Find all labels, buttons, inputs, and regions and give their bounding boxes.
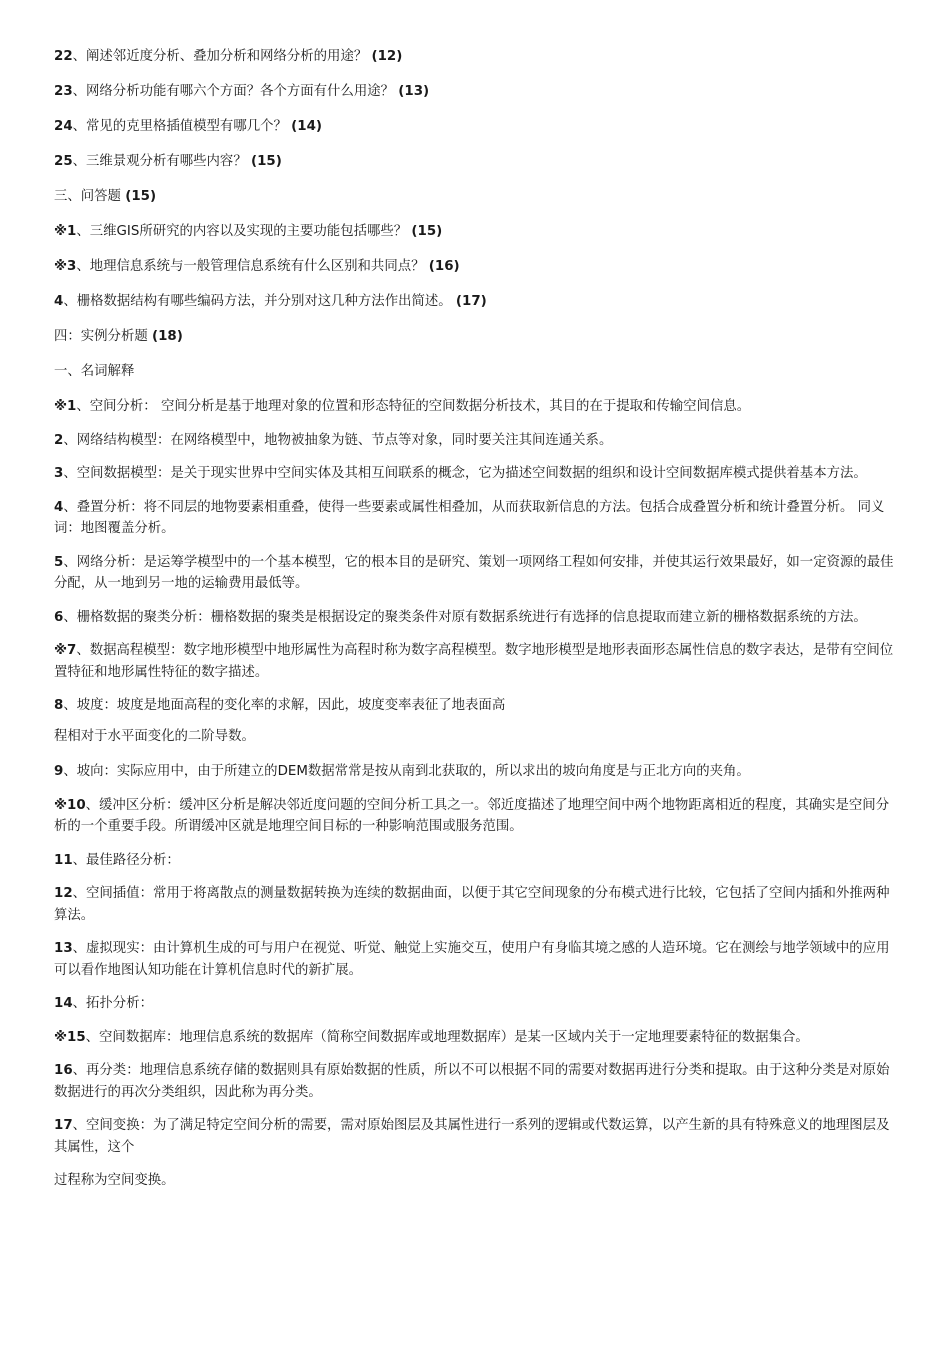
term-definition [54,607,894,629]
toc-page-ref: (15) [250,154,282,169]
toc-item-25[interactable] [54,151,894,173]
toc-text: 、栅格数据结构有哪些编码方法，并分别对这几种方法作出简述。 [63,294,456,309]
toc-item-qa-1[interactable] [54,221,894,243]
term-definition [54,1027,894,1049]
term-definition [54,795,894,838]
toc-section-qa[interactable] [54,186,894,208]
term-number: ※7 [54,643,77,658]
toc-page-ref: (15) [125,189,157,204]
term-number: 13 [54,941,73,956]
toc-number: 24 [54,119,73,134]
toc-number: 4 [54,294,64,309]
toc-text: 、网络分析功能有哪六个方面？各个方面有什么用途？ [72,84,399,99]
toc-text: 四：实例分析题 [54,329,152,344]
term-number: 5 [54,554,64,570]
term-definition [54,883,894,926]
toc-item-23[interactable] [54,81,894,103]
toc-text: 、三维GIS所研究的内容以及实现的主要功能包括哪些？ [76,224,412,239]
toc-number: ※3 [54,259,77,274]
term-definition [54,993,894,1015]
term-number: 11 [54,852,73,868]
toc-item-22[interactable] [54,46,894,68]
term-text: 、空间数据库：地理信息系统的数据库（简称空间数据库或地理数据库）是某一区域内关于一定地理要素特征的数据集合。 [85,1029,809,1045]
document-page [54,46,894,1205]
toc-text: 、地理信息系统与一般管理信息系统有什么区别和共同点？ [76,259,429,274]
term-definition [54,552,894,595]
term-definition [54,695,894,717]
toc-item-qa-4[interactable] [54,291,894,313]
term-definition-continuation [54,726,894,748]
toc-number: 25 [54,154,73,169]
term-definition-continuation [54,1170,894,1192]
term-text: 、虚拟现实：由计算机生成的可与用户在视觉、听觉、触觉上实施交互，使用户有身临其境之感的人造环境。它在测绘与地学领域中的应用可以看作地图认知功能在计算机信息时代的新扩展。 [54,941,890,978]
term-number: ※10 [54,797,86,813]
term-text: 、最佳路径分析： [72,852,180,868]
term-number: 12 [54,886,73,901]
term-definition [54,1060,894,1103]
toc-page-ref: (14) [291,119,323,134]
term-number: 14 [54,996,73,1011]
term-text: 、空间变换：为了满足特定空间分析的需要，需对原始图层及其属性进行一系列的逻辑或代数运算，以产生新的具有特殊意义的地理图层及其属性，这个 [54,1118,890,1155]
term-text: 、空间数据模型：是关于现实世界中空间实体及其相互间联系的概念，它为描述空间数据的组织和设计空间数据库模式提供着基本方法。 [63,466,867,481]
term-text: 、网络结构模型：在网络模型中，地物被抽象为链、节点等对象，同时要关注其间连通关系。 [63,432,613,448]
term-text: 、缓冲区分析：缓冲区分析是解决邻近度问题的空间分析工具之一。邻近度描述了地理空间中两个地物距离相近的程度，其确实是空间分析的一个重要手段。所谓缓冲区就是地理空间目标的一种影响范围或服务范围。 [54,797,890,834]
term-text: 、叠置分析：将不同层的地物要素相重叠，使得一些要素或属性相叠加，从而获取新信息的方法。包括合成叠置分析和统计叠置分析。 同义词：地图覆盖分析。 [54,499,885,536]
toc-number: ※1 [54,224,77,239]
term-text: 、空间插值：常用于将离散点的测量数据转换为连续的数据曲面，以便于其它空间现象的分布模式进行比较，它包括了空间内插和外推两种算法。 [54,886,890,923]
term-number: 8 [54,698,64,713]
term-definition [54,640,894,683]
toc-text: 三、问答题 [54,189,126,204]
term-text: 、网络分析：是运筹学模型中的一个基本模型，它的根本目的是研究、策划一项网络工程如何安排，并使其运行效果最好，如一定资源的最佳分配，从一地到另一地的运输费用最低等。 [54,554,894,591]
term-text: 过程称为空间变换。 [54,1173,175,1188]
toc-text: 、阐述邻近度分析、叠加分析和网络分析的用途？ [72,49,372,64]
term-text: 、坡向：实际应用中，由于所建立的DEM数据常常是按从南到北获取的，所以求出的坡向角度是与正北方向的夹角。 [63,764,750,779]
toc-section-case[interactable] [54,326,894,348]
term-number: ※1 [54,399,77,414]
term-definition [54,761,894,783]
term-definition [54,938,894,981]
toc-number: 23 [54,84,73,99]
term-definition [54,463,894,485]
toc-text: 、三维景观分析有哪些内容？ [72,154,251,169]
term-number: 17 [54,1118,73,1133]
term-number: ※15 [54,1029,86,1045]
term-text: 、再分类：地理信息系统存储的数据则具有原始数据的性质，所以不可以根据不同的需要对数据再进行分类和提取。由于这种分类是对原始数据进行的再次分类组织，因此称为再分类。 [54,1063,890,1100]
toc-page-ref: (13) [398,84,430,99]
term-definition [54,850,894,872]
term-number: 16 [54,1063,73,1078]
term-text: 程相对于水平面变化的二阶导数。 [54,729,255,744]
term-number: 3 [54,466,64,481]
term-text: 、数据高程模型：数字地形模型中地形属性为高程时称为数字高程模型。数字地形模型是地形表面形态属性信息的数字表达，是带有空间位置特征和地形属性特征的数字描述。 [54,643,894,680]
toc-page-ref: (15) [411,224,443,239]
toc-item-24[interactable] [54,116,894,138]
term-number: 9 [54,764,64,779]
term-text: 、坡度：坡度是地面高程的变化率的求解，因此，坡度变率表征了地表面高 [63,698,506,713]
term-definition [54,396,894,418]
section-title: 一、名词解释 [54,364,135,379]
toc-number: 22 [54,49,73,64]
toc-text: 、常见的克里格插值模型有哪几个？ [72,119,292,134]
term-number: 2 [54,432,64,448]
term-text: 、拓扑分析： [72,996,153,1011]
toc-page-ref: (17) [455,294,487,309]
term-number: 6 [54,609,64,625]
term-number: 4 [54,499,64,515]
toc-page-ref: (18) [152,329,183,344]
term-definition [54,1115,894,1158]
term-definition [54,497,894,540]
toc-item-qa-3[interactable] [54,256,894,278]
term-text: 、空间分析： 空间分析是基于地理对象的位置和形态特征的空间数据分析技术，其目的在于提取和传输空间信息。 [76,399,751,414]
term-definition [54,430,894,452]
term-text: 、栅格数据的聚类分析：栅格数据的聚类是根据设定的聚类条件对原有数据系统进行有选择的信息提取而建立新的栅格数据系统的方法。 [63,609,867,625]
toc-page-ref: (12) [371,49,403,64]
toc-page-ref: (16) [428,259,460,274]
